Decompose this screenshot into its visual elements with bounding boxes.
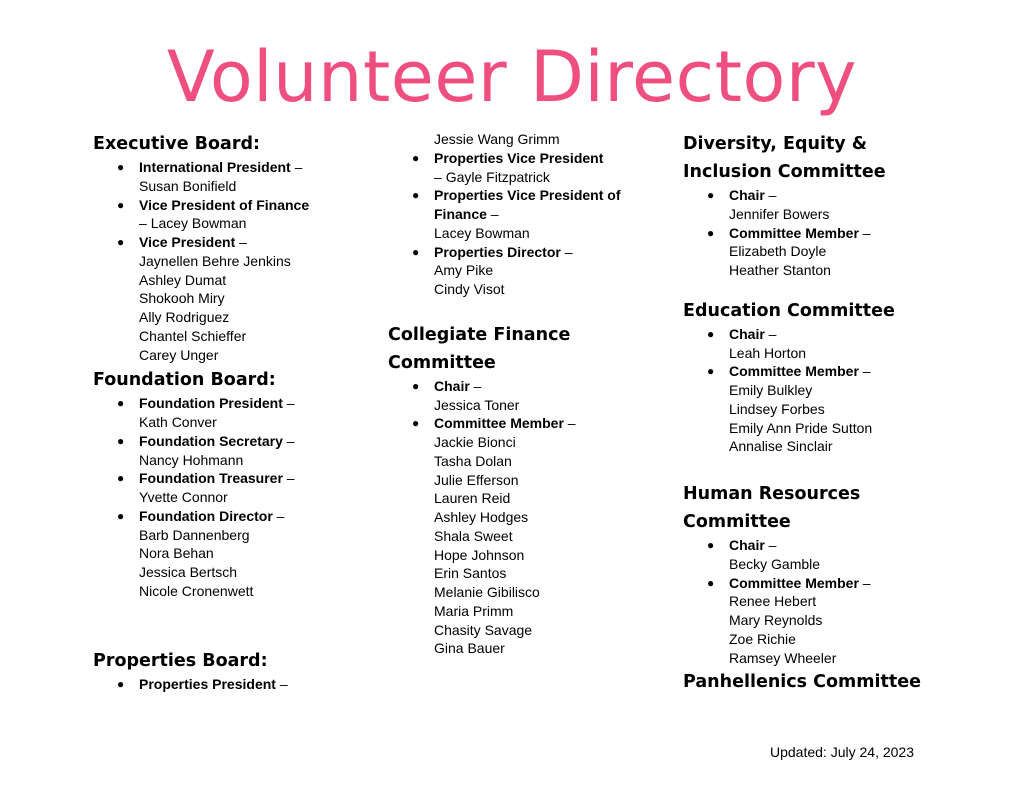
role-label: Chair xyxy=(729,187,765,203)
role-label: Chair xyxy=(729,325,765,342)
member-name: Heather Stanton xyxy=(729,262,831,278)
member-name: Mary Reynolds xyxy=(729,612,823,628)
member-name: Ramsey Wheeler xyxy=(729,649,837,666)
bullet-icon: ● xyxy=(412,188,420,203)
human-resources-heading: Human Resources Committee xyxy=(683,484,861,532)
member-name: Lacey Bowman xyxy=(434,224,530,241)
bullet-icon: ● xyxy=(117,433,125,448)
role-label: Foundation Treasurer xyxy=(139,470,283,487)
role-label: Chair xyxy=(729,537,765,553)
bullet-icon: ● xyxy=(117,160,125,174)
member-name: Kath Conver xyxy=(139,414,217,430)
role-label: Properties Vice President of Finance xyxy=(434,187,621,222)
member-name: Susan Bonifield xyxy=(139,177,237,194)
bullet-icon: ● xyxy=(117,471,125,486)
member-name: Nicole Cronenwett xyxy=(139,582,254,599)
list-item: ● Chair – Jennifer Bowers xyxy=(707,187,830,222)
member-name: Emily Ann Pride Sutton xyxy=(729,419,873,436)
list-item: ● Properties Vice President of Finance – Lacey Bowman xyxy=(412,187,621,241)
member-name: Chantel Schieffer xyxy=(139,327,247,344)
foundation-board-list xyxy=(93,394,373,600)
member-name: Erin Santos xyxy=(434,565,507,582)
member-name: Jessie Wang Grimm xyxy=(434,131,560,147)
properties-board-list-continued xyxy=(388,149,668,299)
updated-date: Updated: July 24, 2023 xyxy=(770,744,914,760)
list-item: ● Vice President of Finance – Lacey Bowman xyxy=(117,196,310,232)
role-label: Properties President xyxy=(139,675,276,692)
member-name: Jessica Toner xyxy=(434,396,520,413)
bullet-icon: ● xyxy=(707,326,715,341)
column-left xyxy=(93,130,373,693)
member-name: Hope Johnson xyxy=(434,546,525,563)
collegiate-finance-list xyxy=(388,377,668,658)
member-name: Nancy Hohmann xyxy=(139,451,244,468)
list-item: ● Committee Member – Emily Bulkley Lindsey Forbes Emily Ann Pride Sutton Annalise Sinclair xyxy=(707,363,873,455)
member-name: Ashley Dumat xyxy=(139,271,227,288)
panhellenics-heading: Panhellenics Committee xyxy=(683,672,921,693)
list-item: ● Foundation President – Kath Conver xyxy=(117,395,295,430)
education-heading: Education Committee xyxy=(683,300,895,321)
collegiate-finance-heading: Collegiate Finance Committee xyxy=(388,324,571,373)
list-item: ● Properties Vice President – Gayle Fitzpatrick xyxy=(412,149,604,185)
list-item: ● Committee Member – Renee Hebert Mary Reynolds Zoe Richie Ramsey Wheeler xyxy=(707,574,871,666)
member-name: Shala Sweet xyxy=(434,527,513,544)
member-name: Zoe Richie xyxy=(729,630,796,647)
bullet-icon: ● xyxy=(412,150,420,165)
role-label: Committee Member xyxy=(729,224,859,241)
human-resources-list xyxy=(683,536,983,667)
bullet-icon: ● xyxy=(117,396,125,411)
bullet-icon: ● xyxy=(412,416,420,431)
member-name: Jessica Bertsch xyxy=(139,564,238,580)
bullet-icon: ● xyxy=(412,244,420,259)
member-name: Gina Bauer xyxy=(434,640,505,657)
education-list xyxy=(683,325,983,456)
executive-board-heading: Executive Board: xyxy=(93,134,261,154)
member-name: Jennifer Bowers xyxy=(729,205,830,222)
role-label: Foundation Director xyxy=(139,507,273,524)
role-label: Vice President of Finance xyxy=(139,196,310,213)
executive-board-list xyxy=(93,158,373,364)
properties-board-heading: Properties Board: xyxy=(93,650,268,671)
member-name: Cindy Visot xyxy=(434,281,505,297)
member-name: Maria Primm xyxy=(434,602,514,619)
bullet-icon: ● xyxy=(412,378,420,393)
member-name: Renee Hebert xyxy=(729,593,817,610)
member-name: Nora Behan xyxy=(139,545,214,562)
role-label: Foundation Secretary xyxy=(139,432,283,449)
role-label: Vice President xyxy=(139,234,236,250)
column-right xyxy=(683,130,983,696)
member-name: Jaynellen Behre Jenkins xyxy=(139,252,291,269)
role-label: Foundation President xyxy=(139,395,283,412)
list-item: ● Committee Member – Jackie Bionci Tasha Dolan Julie Efferson Lauren Reid Ashley Hodges Shala Sweet Hope Johnson Erin Santos Melanie Gibilisco Maria Primm Chasity Savage Gina Bauer xyxy=(412,415,576,657)
column-middle xyxy=(388,130,668,658)
role-label: International President xyxy=(139,159,291,175)
member-name: Elizabeth Doyle xyxy=(729,243,827,260)
member-name: Tasha Dolan xyxy=(434,452,512,469)
list-item: ● Properties Director – Amy Pike Cindy Visot xyxy=(412,243,573,297)
list-item: ● Chair – Becky Gamble xyxy=(707,537,821,572)
member-name: Lindsey Forbes xyxy=(729,400,825,417)
bullet-icon: ● xyxy=(707,225,715,240)
member-name: Ashley Hodges xyxy=(434,509,529,525)
role-label: Committee Member xyxy=(729,574,859,591)
role-label: Properties Director xyxy=(434,243,561,260)
member-name: Lauren Reid xyxy=(434,490,511,507)
bullet-icon: ● xyxy=(117,508,125,523)
list-item: ● International President – Susan Bonifield xyxy=(117,159,303,194)
list-item: ● Vice President – Jaynellen Behre Jenkins Ashley Dumat Shokooh Miry Ally Rodriguez Chantel Schieffer Carey Unger xyxy=(117,234,291,363)
role-label: Chair xyxy=(434,377,470,394)
member-name: Melanie Gibilisco xyxy=(434,584,540,600)
page-title: Volunteer Directory xyxy=(166,36,858,118)
member-name: Jackie Bionci xyxy=(434,434,516,450)
member-name: Leah Horton xyxy=(729,344,807,361)
dei-list xyxy=(683,186,983,280)
member-name: Carey Unger xyxy=(139,346,219,363)
bullet-icon: ● xyxy=(707,364,715,379)
member-name: Julie Efferson xyxy=(434,471,519,488)
list-item: ● Properties President – xyxy=(117,675,288,692)
member-name: Shokooh Miry xyxy=(139,290,225,307)
foundation-board-heading: Foundation Board: xyxy=(93,370,276,391)
member-name: Yvette Connor xyxy=(139,489,228,505)
role-label: Committee Member xyxy=(434,415,564,432)
member-name: Lacey Bowman xyxy=(150,215,247,232)
member-name: Becky Gamble xyxy=(729,555,821,572)
bullet-icon: ● xyxy=(117,197,125,212)
bullet-icon: ● xyxy=(117,235,125,249)
member-name: Ally Rodriguez xyxy=(139,309,230,325)
list-item: ● Chair – Leah Horton xyxy=(707,325,807,361)
bullet-icon: ● xyxy=(707,538,715,552)
list-item: ● Committee Member – Elizabeth Doyle Heather Stanton xyxy=(707,224,871,278)
member-name: Gayle Fitzpatrick xyxy=(445,168,550,185)
bullet-icon: ● xyxy=(707,188,715,202)
list-item: ● Foundation Treasurer – Yvette Connor xyxy=(117,470,295,505)
member-name: Amy Pike xyxy=(434,262,494,279)
member-name: Emily Bulkley xyxy=(729,382,813,398)
properties-board-list-start xyxy=(93,675,373,694)
member-name: Barb Dannenberg xyxy=(139,526,250,543)
bullet-icon: ● xyxy=(117,676,125,691)
list-item: ● Chair – Jessica Toner xyxy=(412,377,520,413)
list-item: ● Foundation Director – Barb Dannenberg Nora Behan Jessica Bertsch Nicole Cronenwett xyxy=(117,507,285,599)
member-name: Annalise Sinclair xyxy=(729,438,833,455)
list-item: ● Foundation Secretary – Nancy Hohmann xyxy=(117,432,295,468)
role-label: Committee Member xyxy=(729,363,859,380)
dei-heading: Diversity, Equity & Inclusion Committee xyxy=(683,134,886,182)
role-label: Properties Vice President xyxy=(434,149,604,166)
member-name: Chasity Savage xyxy=(434,621,533,638)
bullet-icon: ● xyxy=(707,575,715,590)
